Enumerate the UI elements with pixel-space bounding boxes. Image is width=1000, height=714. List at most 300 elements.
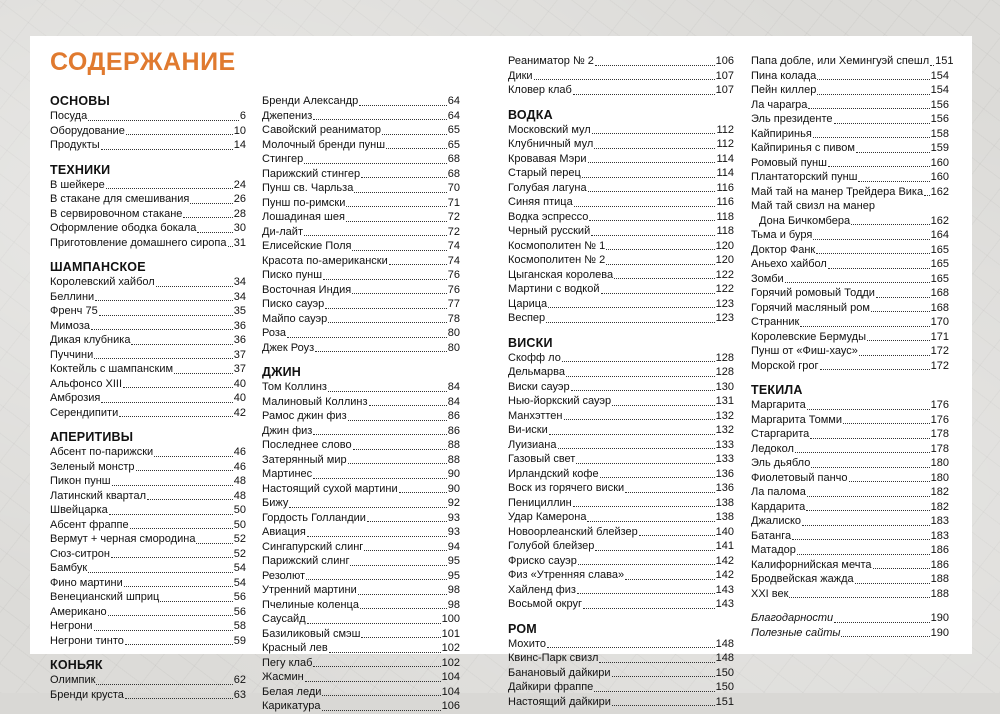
toc-entry[interactable]	[751, 228, 949, 243]
entry-page-number: 93	[447, 526, 460, 538]
toc-entry[interactable]	[262, 409, 460, 424]
toc-column-1	[50, 94, 246, 702]
toc-entry[interactable]	[508, 166, 734, 181]
dot-leader	[323, 279, 447, 280]
entry-page-number: 42	[233, 406, 246, 419]
dot-leader	[94, 630, 233, 631]
toc-entry[interactable]	[262, 326, 460, 341]
dot-leader	[361, 177, 447, 178]
entry-page-number: 95	[447, 555, 460, 567]
toc-entry[interactable]	[50, 489, 246, 504]
dot-leader	[352, 250, 446, 251]
dot-leader	[817, 94, 929, 95]
entry-title: Бренди круста	[50, 688, 124, 701]
dot-leader	[856, 152, 930, 153]
toc-entry[interactable]	[262, 167, 460, 182]
dot-leader	[558, 448, 715, 449]
toc-entry[interactable]	[262, 395, 460, 410]
toc-entry[interactable]	[50, 348, 246, 363]
toc-entry[interactable]	[751, 257, 949, 272]
toc-entry[interactable]	[508, 351, 734, 366]
dot-leader	[136, 470, 233, 471]
entry-title: Молочный бренди пунш	[262, 138, 386, 151]
entry-page-number: 114	[716, 152, 734, 165]
entry-page-number: 165	[930, 258, 949, 270]
dot-leader	[606, 249, 714, 250]
toc-entry[interactable]	[508, 239, 734, 254]
entry-title: Газовый свет	[508, 453, 576, 465]
toc-entry[interactable]	[50, 304, 246, 319]
toc-entry[interactable]	[508, 268, 734, 283]
dot-leader	[813, 137, 930, 138]
toc-entry[interactable]	[508, 481, 734, 496]
entry-title: Маргарита	[751, 399, 806, 411]
entry-title: Матадор	[751, 544, 796, 556]
toc-entry[interactable]	[50, 124, 246, 139]
toc-entry[interactable]	[751, 626, 949, 641]
entry-page-number: 183	[930, 515, 949, 527]
toc-entry[interactable]	[508, 651, 734, 666]
entry-page-number: 150	[715, 666, 734, 679]
entry-title: В шейкере	[50, 178, 105, 191]
entry-title: Негрони тинто	[50, 634, 124, 647]
entry-title: Старый перец	[508, 167, 581, 179]
toc-entry[interactable]	[751, 141, 949, 156]
toc-entry[interactable]	[50, 391, 246, 406]
toc-entry[interactable]	[50, 445, 246, 460]
dot-leader	[612, 705, 715, 706]
toc-entry[interactable]	[751, 558, 949, 573]
toc-entry[interactable]	[508, 54, 734, 69]
dot-leader	[549, 434, 715, 435]
entry-title: Оформление ободка бокала	[50, 222, 197, 234]
section-gap	[262, 355, 460, 365]
entry-title: Ирландский кофе	[508, 467, 599, 480]
toc-entry[interactable]	[751, 199, 949, 214]
toc-entry[interactable]	[508, 467, 734, 482]
entry-title: Физ «Утренняя слава»	[508, 569, 625, 581]
dot-leader	[639, 535, 715, 536]
dot-leader	[811, 467, 929, 468]
toc-entry[interactable]	[262, 699, 460, 714]
entry-title: Ла палома	[751, 486, 806, 498]
toc-entry[interactable]	[262, 283, 460, 298]
toc-entry[interactable]	[751, 112, 949, 127]
entry-title: Странник	[751, 316, 800, 328]
toc-entry[interactable]	[751, 471, 949, 486]
toc-entry[interactable]	[262, 152, 460, 167]
toc-entry[interactable]	[751, 543, 949, 558]
entry-title: Джалиско	[751, 515, 802, 527]
toc-entry[interactable]	[262, 196, 460, 211]
toc-entry[interactable]	[50, 362, 246, 377]
toc-entry[interactable]	[751, 398, 949, 413]
toc-entry[interactable]	[50, 673, 246, 688]
toc-entry[interactable]	[262, 254, 460, 269]
toc-entry[interactable]	[50, 688, 246, 703]
dot-leader	[190, 203, 232, 204]
dot-leader	[367, 521, 447, 522]
dot-leader	[130, 528, 233, 529]
dot-leader	[154, 456, 233, 457]
entry-title: Писко пунш	[262, 269, 323, 281]
entry-page-number: 162	[930, 185, 949, 198]
toc-entry[interactable]	[508, 637, 734, 652]
entry-page-number: 190	[930, 626, 949, 639]
toc-entry[interactable]	[751, 127, 949, 142]
toc-entry[interactable]	[262, 312, 460, 327]
dot-leader	[95, 300, 233, 301]
entry-title: Королевские Бермуды	[751, 330, 867, 343]
entry-page-number: 142	[715, 569, 734, 581]
toc-entry[interactable]	[50, 532, 246, 547]
entry-title: Ромовый пунш	[751, 156, 827, 169]
toc-entry[interactable]	[751, 330, 949, 345]
toc-entry[interactable]	[508, 297, 734, 312]
toc-entry[interactable]	[50, 319, 246, 334]
dot-leader	[96, 684, 232, 685]
dot-leader	[360, 608, 447, 609]
entry-title: Бижу	[262, 497, 289, 509]
entry-title: Беллини	[50, 290, 95, 303]
entry-title: Ледокол	[751, 442, 794, 455]
toc-entry[interactable]	[262, 569, 460, 584]
toc-entry[interactable]	[508, 695, 734, 710]
entry-title: Френч 75	[50, 305, 98, 317]
toc-entry[interactable]	[508, 224, 734, 239]
toc-entry[interactable]	[508, 380, 734, 395]
toc-entry[interactable]	[262, 641, 460, 656]
dot-leader	[108, 615, 233, 616]
toc-entry[interactable]	[262, 612, 460, 627]
toc-entry[interactable]	[50, 377, 246, 392]
entry-page-number: 130	[715, 380, 734, 393]
toc-entry[interactable]	[50, 605, 246, 620]
entry-title: Кловер клаб	[508, 84, 572, 96]
entry-page-number: 52	[233, 547, 246, 560]
entry-title: Писко сауэр	[262, 298, 325, 310]
dot-leader	[834, 123, 930, 124]
toc-entry[interactable]	[751, 572, 949, 587]
dot-leader	[573, 94, 715, 95]
entry-title: Голубая лагуна	[508, 181, 587, 194]
toc-entry[interactable]	[50, 333, 246, 348]
dot-leader	[348, 420, 447, 421]
toc-entry[interactable]	[262, 554, 460, 569]
entry-page-number: 158	[930, 127, 949, 140]
toc-entry[interactable]	[751, 344, 949, 359]
entry-title: Квинс-Парк свизл	[508, 652, 599, 664]
entry-title: Батанга	[751, 529, 792, 542]
toc-entry[interactable]	[508, 597, 734, 612]
dot-leader	[313, 119, 446, 120]
entry-title: Амброзия	[50, 392, 101, 404]
toc-entry[interactable]	[262, 670, 460, 685]
toc-entry[interactable]	[508, 539, 734, 554]
toc-entry[interactable]	[751, 54, 954, 69]
toc-entry[interactable]	[508, 554, 734, 569]
toc-entry[interactable]	[751, 442, 949, 457]
toc-entry[interactable]	[262, 627, 460, 642]
toc-entry[interactable]	[508, 69, 734, 84]
toc-entry[interactable]	[751, 427, 949, 442]
dot-leader	[123, 387, 233, 388]
toc-entry[interactable]	[262, 467, 460, 482]
toc-entry[interactable]	[50, 561, 246, 576]
toc-entry[interactable]	[751, 587, 949, 602]
toc-entry[interactable]	[508, 181, 734, 196]
toc-entry[interactable]	[751, 243, 949, 258]
toc-entry[interactable]	[751, 359, 949, 374]
toc-entry[interactable]	[262, 225, 460, 240]
toc-entry[interactable]	[508, 452, 734, 467]
dot-leader	[534, 79, 715, 80]
entry-page-number: 176	[930, 413, 949, 426]
toc-entry[interactable]	[50, 109, 246, 124]
dot-leader	[101, 149, 233, 150]
toc-entry[interactable]	[50, 406, 246, 421]
dot-leader	[313, 434, 446, 435]
dot-leader	[197, 232, 232, 233]
toc-entry[interactable]	[50, 547, 246, 562]
entry-title: Синяя птица	[508, 196, 573, 208]
entry-page-number: 128	[715, 351, 734, 364]
toc-entry[interactable]	[508, 210, 734, 225]
toc-entry[interactable]	[262, 598, 460, 613]
entry-page-number: 71	[447, 196, 460, 209]
toc-entry[interactable]	[751, 69, 949, 84]
page-title: СОДЕРЖАНИЕ	[50, 48, 236, 76]
entry-title: Нью-йоркский сауэр	[508, 395, 612, 407]
toc-entry[interactable]	[508, 83, 734, 98]
dot-leader	[547, 647, 715, 648]
dot-leader	[828, 166, 930, 167]
toc-entry[interactable]	[508, 394, 734, 409]
entry-page-number: 50	[233, 518, 246, 531]
entry-page-number: 164	[930, 229, 949, 241]
toc-entry[interactable]	[262, 268, 460, 283]
entry-title: Базиликовый смэш	[262, 627, 361, 640]
dot-leader	[849, 481, 930, 482]
entry-page-number: 112	[716, 138, 734, 150]
toc-entry[interactable]	[751, 272, 949, 287]
toc-entry[interactable]	[508, 666, 734, 681]
entry-page-number: 54	[233, 576, 246, 589]
entry-page-number: 28	[233, 207, 246, 220]
toc-entry[interactable]	[50, 192, 246, 207]
entry-page-number: 156	[930, 113, 949, 125]
toc-entry[interactable]	[751, 185, 949, 200]
dot-leader	[588, 162, 716, 163]
toc-entry[interactable]	[262, 424, 460, 439]
entry-page-number: 76	[447, 269, 460, 281]
entry-title: Рамос джин физ	[262, 410, 347, 422]
entry-title: Мартини с водкой	[508, 283, 600, 295]
toc-entry[interactable]	[508, 195, 734, 210]
toc-entry[interactable]	[508, 423, 734, 438]
entry-page-number: 170	[930, 316, 949, 328]
toc-entry[interactable]	[508, 525, 734, 540]
toc-entry[interactable]	[262, 583, 460, 598]
toc-entry[interactable]	[50, 518, 246, 533]
toc-entry[interactable]	[508, 282, 734, 297]
toc-entry[interactable]	[262, 94, 460, 109]
entry-title: Альфонсо XIII	[50, 377, 123, 390]
entry-page-number: 140	[715, 525, 734, 538]
entry-page-number: 68	[447, 153, 460, 165]
entry-title: Виски сауэр	[508, 380, 570, 393]
entry-title: Абсент фраппе	[50, 518, 129, 531]
toc-entry[interactable]	[50, 576, 246, 591]
entry-title: Зомби	[751, 272, 784, 285]
entry-page-number: 102	[441, 642, 460, 654]
toc-entry[interactable]	[262, 210, 460, 225]
entry-title: Хайленд физ	[508, 583, 576, 596]
entry-title: Калифорнийская мечта	[751, 558, 872, 571]
dot-leader	[322, 695, 440, 696]
toc-entry[interactable]	[262, 525, 460, 540]
toc-entry[interactable]	[751, 301, 949, 316]
toc-entry[interactable]	[508, 680, 734, 695]
toc-entry[interactable]	[508, 253, 734, 268]
toc-entry[interactable]	[751, 156, 949, 171]
toc-entry[interactable]	[262, 496, 460, 511]
dot-leader	[369, 405, 447, 406]
toc-entry[interactable]	[262, 297, 460, 312]
entry-title: Вермут + черная смородина	[50, 533, 196, 545]
entry-title: Дона Бичкомбера	[759, 214, 851, 227]
entry-title: Дельмарва	[508, 366, 565, 378]
toc-entry[interactable]	[508, 123, 734, 138]
toc-entry[interactable]	[262, 656, 460, 671]
toc-entry[interactable]	[751, 170, 949, 185]
entry-title: Савойский реаниматор	[262, 124, 381, 136]
dot-leader	[359, 105, 447, 106]
toc-entry[interactable]	[50, 503, 246, 518]
toc-entry[interactable]	[508, 409, 734, 424]
toc-entry[interactable]	[50, 207, 246, 222]
toc-entry[interactable]	[262, 453, 460, 468]
toc-entry[interactable]	[751, 413, 949, 428]
dot-leader	[346, 206, 446, 207]
toc-entry[interactable]	[751, 98, 949, 113]
toc-entry[interactable]	[751, 214, 949, 229]
toc-entry[interactable]	[508, 137, 734, 152]
toc-entry[interactable]	[50, 619, 246, 634]
toc-entry[interactable]	[262, 181, 460, 196]
entry-page-number: 122	[715, 268, 734, 281]
entry-title: Черный русский	[508, 225, 591, 237]
dot-leader	[612, 676, 715, 677]
toc-entry[interactable]	[751, 514, 949, 529]
toc-entry[interactable]	[50, 236, 246, 251]
dot-leader	[592, 133, 716, 134]
entry-page-number: 40	[233, 392, 246, 404]
entry-page-number: 78	[447, 312, 460, 325]
toc-entry[interactable]	[50, 474, 246, 489]
toc-entry[interactable]	[751, 315, 949, 330]
toc-entry[interactable]	[262, 540, 460, 555]
entry-page-number: 74	[447, 254, 460, 267]
entry-title: Фиолетовый панчо	[751, 471, 848, 484]
toc-entry[interactable]	[50, 275, 246, 290]
toc-entry[interactable]	[751, 611, 949, 626]
dot-leader	[564, 419, 715, 420]
entry-title: Пейн киллер	[751, 84, 817, 96]
toc-entry[interactable]	[262, 482, 460, 497]
entry-page-number: 160	[930, 171, 949, 183]
toc-entry[interactable]	[262, 438, 460, 453]
entry-title: Пикон пунш	[50, 475, 111, 487]
entry-page-number: 131	[715, 395, 734, 407]
toc-entry[interactable]	[262, 138, 460, 153]
entry-page-number: 116	[716, 181, 734, 194]
toc-entry[interactable]	[50, 290, 246, 305]
toc-entry[interactable]	[262, 685, 460, 700]
dot-leader	[582, 177, 716, 178]
section-gap	[508, 98, 734, 108]
toc-entry[interactable]	[751, 529, 949, 544]
toc-entry[interactable]	[751, 485, 949, 500]
toc-entry[interactable]	[508, 583, 734, 598]
toc-entry[interactable]	[50, 138, 246, 153]
entry-page-number: 101	[441, 627, 460, 640]
dot-leader	[354, 192, 446, 193]
toc-entry[interactable]	[262, 239, 460, 254]
toc-entry[interactable]	[508, 496, 734, 511]
entry-title: Голубой блейзер	[508, 540, 595, 552]
dot-leader	[328, 391, 447, 392]
toc-entry[interactable]	[751, 286, 949, 301]
toc-entry[interactable]	[751, 500, 949, 515]
entry-title: В стакане для смешивания	[50, 193, 190, 205]
entry-page-number: 180	[930, 471, 949, 484]
toc-entry[interactable]	[50, 460, 246, 475]
toc-entry[interactable]	[262, 123, 460, 138]
toc-entry[interactable]	[50, 178, 246, 193]
toc-entry[interactable]	[262, 380, 460, 395]
toc-entry[interactable]	[508, 311, 734, 326]
section-gap	[508, 326, 734, 336]
entry-title: Саусайд	[262, 613, 306, 625]
toc-entry[interactable]	[508, 152, 734, 167]
entry-title: Гордость Голландии	[262, 511, 366, 524]
dot-leader	[792, 539, 930, 540]
toc-entry[interactable]	[50, 221, 246, 236]
toc-entry[interactable]	[751, 83, 949, 98]
toc-entry[interactable]	[508, 568, 734, 583]
entry-title: Пегу клаб	[262, 656, 313, 669]
entry-page-number: 36	[233, 334, 246, 346]
entry-page-number: 102	[441, 656, 460, 669]
toc-entry[interactable]	[508, 438, 734, 453]
toc-entry[interactable]	[50, 590, 246, 605]
toc-entry[interactable]	[751, 456, 949, 471]
toc-entry[interactable]	[262, 109, 460, 124]
entry-title: Банановый дайкири	[508, 666, 611, 679]
toc-entry[interactable]	[50, 634, 246, 649]
entry-title: Белая леди	[262, 685, 322, 698]
toc-entry[interactable]	[262, 341, 460, 356]
dot-leader	[806, 510, 929, 511]
dot-leader	[306, 579, 447, 580]
dot-leader	[289, 507, 446, 508]
toc-entry[interactable]	[262, 511, 460, 526]
toc-entry[interactable]	[508, 510, 734, 525]
toc-entry[interactable]	[508, 365, 734, 380]
dot-leader	[573, 506, 715, 507]
dot-leader	[599, 662, 714, 663]
